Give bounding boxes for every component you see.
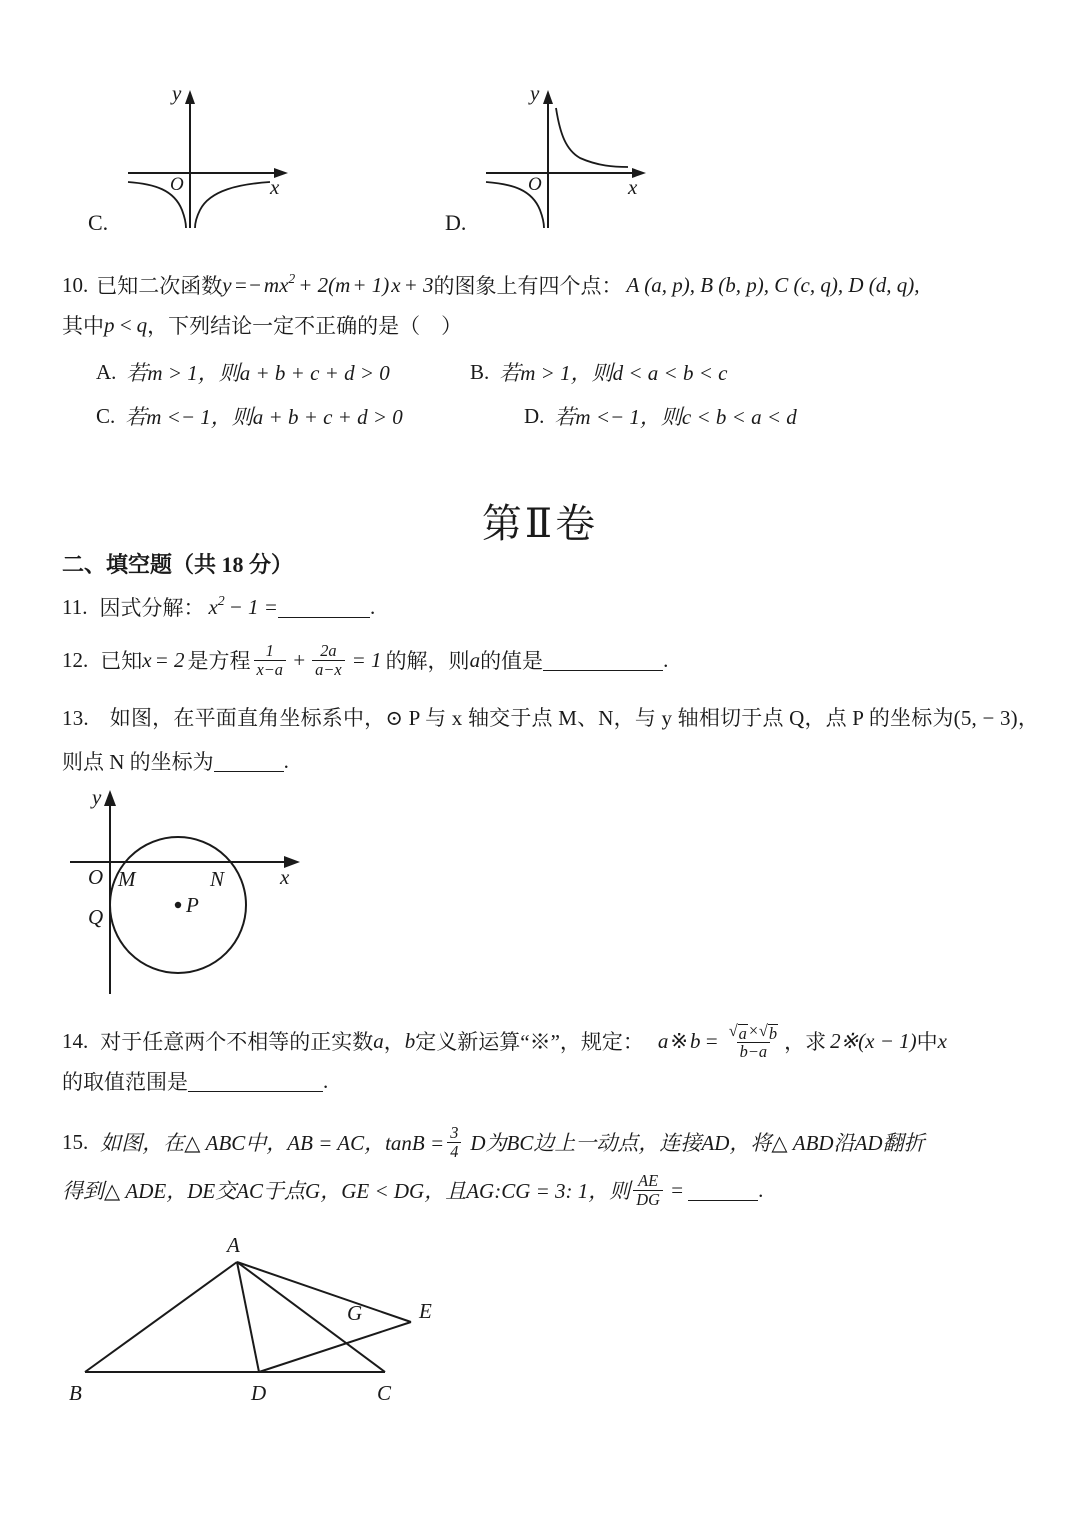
q15-line1 xyxy=(62,1124,925,1160)
q10-option-d-text: 若m <− 1，则c < b < a < d xyxy=(554,405,797,429)
q11-exp-2: 2 xyxy=(217,592,225,608)
q12-eq-1: = 1 xyxy=(351,647,382,672)
q13-origin-label: O xyxy=(88,865,104,889)
q13-axis-label-x: x xyxy=(280,865,290,889)
q13-number: 13. xyxy=(62,706,89,730)
q15-line2-text-a: 得到△ ADE，DE交AC于点G，GE < DG，且AG:CG = 3: 1，则 xyxy=(62,1179,631,1204)
q14-op-b: b xyxy=(690,1028,701,1053)
section-fill-in-blank-heading: 二、填空题（共 18 分） xyxy=(62,552,294,577)
q13-point-label-m: M xyxy=(118,867,136,891)
q10-var-x2: x xyxy=(391,272,401,297)
q12-text-3: 的解，则 xyxy=(385,649,470,674)
figure-option-c xyxy=(110,78,310,228)
q13-point-label-q: Q xyxy=(88,905,104,929)
q12-var-x: x xyxy=(142,647,152,672)
q11-period: . xyxy=(369,594,376,619)
origin-label-d: O xyxy=(528,174,542,195)
axis-label-x-c: x xyxy=(270,175,280,199)
q15-line2-end: . xyxy=(758,1177,764,1202)
q12-var-a: a xyxy=(469,647,481,672)
q14-line2 xyxy=(62,1066,328,1096)
q10-line1 xyxy=(62,270,919,300)
q10-option-b[interactable] xyxy=(470,357,727,387)
q14-text-3: ，求 xyxy=(784,1030,827,1055)
q15-fraction-ae-dg xyxy=(633,1172,663,1208)
q14-frac-numerator xyxy=(726,1022,781,1042)
q15-answer-blank[interactable] xyxy=(688,1179,758,1201)
q14-sqrt-a-body: a xyxy=(738,1023,747,1043)
q11-answer-blank[interactable] xyxy=(278,596,370,618)
q10-option-a[interactable] xyxy=(96,357,390,387)
q10-eq: =− xyxy=(233,272,262,297)
q15-line1-text-a: 如图，在△ ABC中，AB = AC，tanB = xyxy=(100,1131,445,1156)
figure-q13-circle xyxy=(62,782,342,997)
q15-vertex-label-e: E xyxy=(419,1299,432,1323)
q15-tanb-denominator: 4 xyxy=(447,1142,461,1161)
q14-var-b: b xyxy=(404,1028,416,1053)
q13-line2-tail: . xyxy=(283,748,289,773)
q13-answer-blank[interactable] xyxy=(214,750,284,772)
q14-op-symbol: ※ xyxy=(670,1028,689,1053)
q10-option-c[interactable] xyxy=(96,401,403,431)
figure-q15-triangle xyxy=(55,1230,475,1420)
q13-line2-head: 则点 N 的坐标为 xyxy=(62,750,214,774)
q10-option-d[interactable] xyxy=(524,401,797,431)
q15-vertex-label-a: A xyxy=(227,1233,240,1257)
q13-point-label-p: P xyxy=(186,893,199,917)
q10-option-c-letter: C. xyxy=(96,403,116,428)
q14-text-4: 中 xyxy=(916,1030,938,1055)
sqrt-b-icon: √ b xyxy=(758,1021,778,1043)
q15-line2 xyxy=(62,1172,763,1208)
q15-vertex-label-c: C xyxy=(377,1381,392,1405)
q13-line1 xyxy=(62,708,1039,729)
q15-vertex-label-g: G xyxy=(347,1301,363,1325)
q11-number: 11. xyxy=(62,594,88,619)
q12-frac2-denominator: a−x xyxy=(312,660,344,679)
q12-frac1-denominator: x−a xyxy=(254,660,286,679)
q14-times: × xyxy=(747,1021,759,1040)
q14-comma: ， xyxy=(383,1030,405,1055)
q13-axis-label-y: y xyxy=(92,785,102,809)
q12-text-1: 已知 xyxy=(100,649,143,674)
q15-dg-denominator: DG xyxy=(633,1190,663,1209)
q12 xyxy=(62,642,668,678)
q14-number: 14. xyxy=(62,1028,89,1053)
q14-op-a: a xyxy=(657,1028,669,1053)
axis-label-y-c: y xyxy=(172,81,182,105)
q12-period: . xyxy=(663,647,669,672)
q14-text-1: 对于任意两个不相等的正实数 xyxy=(100,1030,374,1055)
axis-label-x-d: x xyxy=(628,175,638,199)
q10-line2-tail: ，下列结论一定不正确的是（ ） xyxy=(147,314,463,338)
q12-frac1-numerator: 1 xyxy=(265,641,274,660)
q11-expr-rest: − 1 = xyxy=(228,594,278,619)
q15-fraction-tanb xyxy=(447,1124,461,1160)
q15-equals: = xyxy=(669,1177,685,1202)
q11-var-x: x xyxy=(208,594,218,619)
option-c-letter[interactable]: C. xyxy=(88,210,109,235)
q12-number: 12. xyxy=(62,647,89,672)
figure-option-d xyxy=(468,78,668,228)
q14-expression-2: 2※(x − 1) xyxy=(830,1028,917,1053)
q10-points: A (a, p), B (b, p), C (c, q), D (d, q), xyxy=(626,272,920,297)
q13-line1-text: 如图，在平面直角坐标系中，⊙ P 与 x 轴交于点 M、N，与 y 轴相切于点 Q，点 P 的坐标为(5, − 3)， xyxy=(109,706,1040,730)
q12-frac2-numerator: 2a xyxy=(320,641,337,660)
q12-fraction-1 xyxy=(254,642,286,678)
q10-option-a-letter: A. xyxy=(96,359,117,384)
origin-label-c: O xyxy=(170,174,184,195)
q15-vertex-label-d: D xyxy=(251,1381,267,1405)
q15-number: 15. xyxy=(62,1129,89,1154)
q10-option-c-text: 若m <− 1，则a + b + c + d > 0 xyxy=(125,405,403,429)
q10-line2-head: 其中 xyxy=(62,314,104,338)
q14-text-2: 定义新运算“※”，规定： xyxy=(415,1030,644,1055)
q10-line1-text-a: 已知二次函数 xyxy=(96,274,223,298)
q10-line1-text-b: 的图象上有四个点： xyxy=(433,274,623,298)
q14-line2-tail: . xyxy=(323,1068,329,1093)
q15-line1-text-b: D为BC边上一动点，连接AD，将△ ABD沿AD翻折 xyxy=(470,1131,925,1156)
q12-text-2: 是方程 xyxy=(187,649,251,674)
q10-option-b-letter: B. xyxy=(470,359,490,384)
q10-exp-2: 2 xyxy=(288,270,296,286)
q13-point-label-n: N xyxy=(210,867,225,891)
q10-number: 10. xyxy=(62,272,89,297)
q15-vertex-label-b: B xyxy=(69,1381,82,1405)
q11-text: 因式分解： xyxy=(99,596,205,620)
q10-option-d-letter: D. xyxy=(524,403,545,428)
volume-heading: 第Ⅱ卷 xyxy=(481,501,599,547)
q14-operation-fraction xyxy=(726,1022,781,1061)
q12-answer-blank[interactable] xyxy=(543,649,663,671)
q14-var-a: a xyxy=(373,1028,384,1053)
q14-frac-denominator: b−a xyxy=(737,1042,770,1061)
option-d-letter[interactable]: D. xyxy=(445,210,467,235)
axis-label-y-d: y xyxy=(530,81,540,105)
q10-var-y: y xyxy=(222,272,232,297)
q14-line2-head: 的取值范围是 xyxy=(62,1070,188,1094)
q10-var-p: p xyxy=(104,312,115,337)
q10-line2 xyxy=(62,310,462,340)
q14-op-equals: = xyxy=(704,1028,719,1053)
q10-option-a-text: 若m > 1，则a + b + c + d > 0 xyxy=(126,361,390,385)
q14-var-x: x xyxy=(937,1028,947,1053)
sqrt-a-icon: √ a xyxy=(728,1021,747,1043)
q15-tanb-numerator: 3 xyxy=(450,1123,459,1142)
q10-var-q: q xyxy=(136,312,148,337)
q10-var-m2: m xyxy=(335,272,351,297)
q13-line2 xyxy=(62,746,289,776)
q10-lt: < xyxy=(118,312,133,337)
q14-answer-blank[interactable] xyxy=(188,1070,323,1092)
q15-ae-numerator: AE xyxy=(638,1171,659,1190)
q14-line1 xyxy=(62,1022,947,1061)
q10-var-x: x xyxy=(279,272,289,297)
q12-fraction-2 xyxy=(312,642,344,678)
q12-eq-2: = 2 xyxy=(154,647,185,672)
q10-var-m: m xyxy=(263,272,280,297)
q12-text-4: 的值是 xyxy=(480,649,544,674)
q10-p3: + 3 xyxy=(403,272,434,297)
q11 xyxy=(62,592,375,622)
q14-sqrt-b-body: b xyxy=(768,1023,778,1043)
q10-plus-term: + 2( xyxy=(298,272,336,297)
q10-p1: + 1) xyxy=(352,272,390,297)
q12-plus: + xyxy=(291,647,307,672)
q10-option-b-text: 若m > 1，则d < a < b < c xyxy=(499,361,728,385)
